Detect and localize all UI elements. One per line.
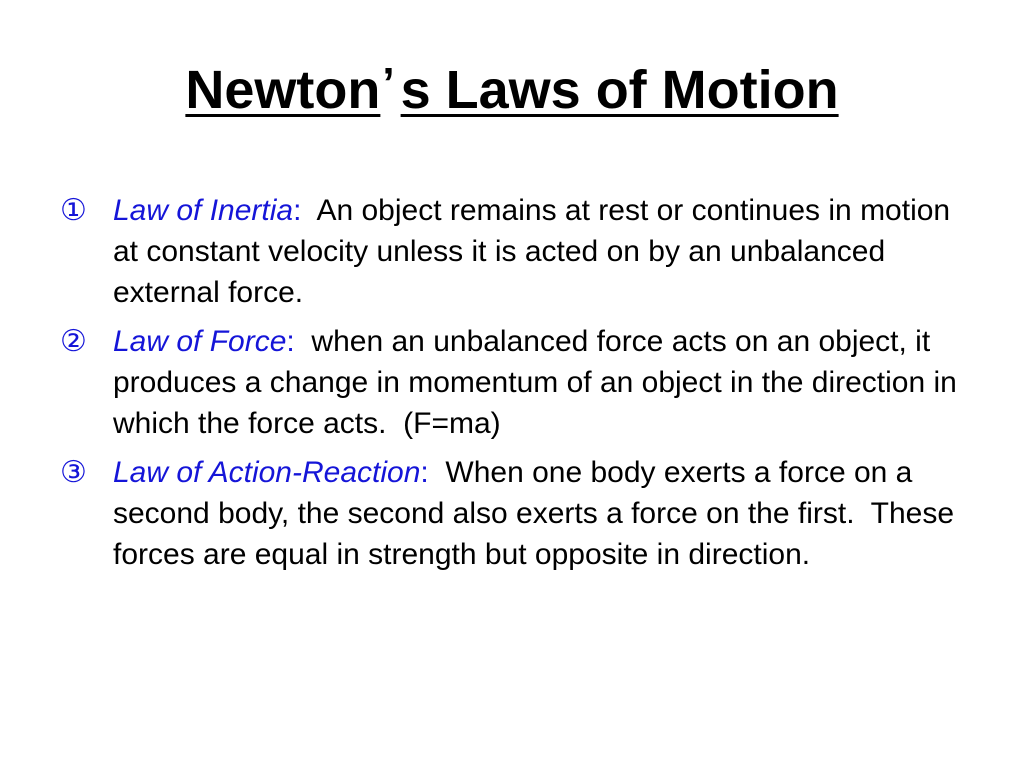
title-part-newton: Newton <box>185 60 381 120</box>
law-text-force: when an unbalanced force acts on an object, it produces a change in momentum of an object in the direction in which the force acts. (F=ma) <box>113 325 966 440</box>
laws-list <box>60 190 980 583</box>
law-colon: : <box>286 325 295 358</box>
law-text-action-reaction: When one body exerts a force on a second body, the second also exerts a force on the first. These forces are equal in strength but opposite in direction. <box>113 456 963 571</box>
law-name-inertia: Law of Inertia <box>113 194 294 227</box>
number-one-marker: ① <box>60 193 87 228</box>
law-item-action-reaction <box>60 452 980 575</box>
law-item-inertia <box>60 190 980 313</box>
slide-title <box>0 58 1024 126</box>
number-three-marker: ③ <box>60 455 87 490</box>
law-colon: : <box>293 194 302 227</box>
slide-title-text <box>185 60 838 120</box>
title-apostrophe: ’ <box>382 59 395 108</box>
law-text-inertia: An object remains at rest or continues in motion at constant velocity unless it is acted on by an unbalanced external force. <box>113 194 959 309</box>
number-two-marker: ② <box>60 324 87 359</box>
law-item-force <box>60 321 980 444</box>
law-name-force: Law of Force <box>113 325 287 358</box>
title-part-laws-of-motion: s Laws of Motion <box>400 60 839 120</box>
law-colon: : <box>420 456 429 489</box>
law-name-action-reaction: Law of Action-Reaction <box>113 456 421 489</box>
